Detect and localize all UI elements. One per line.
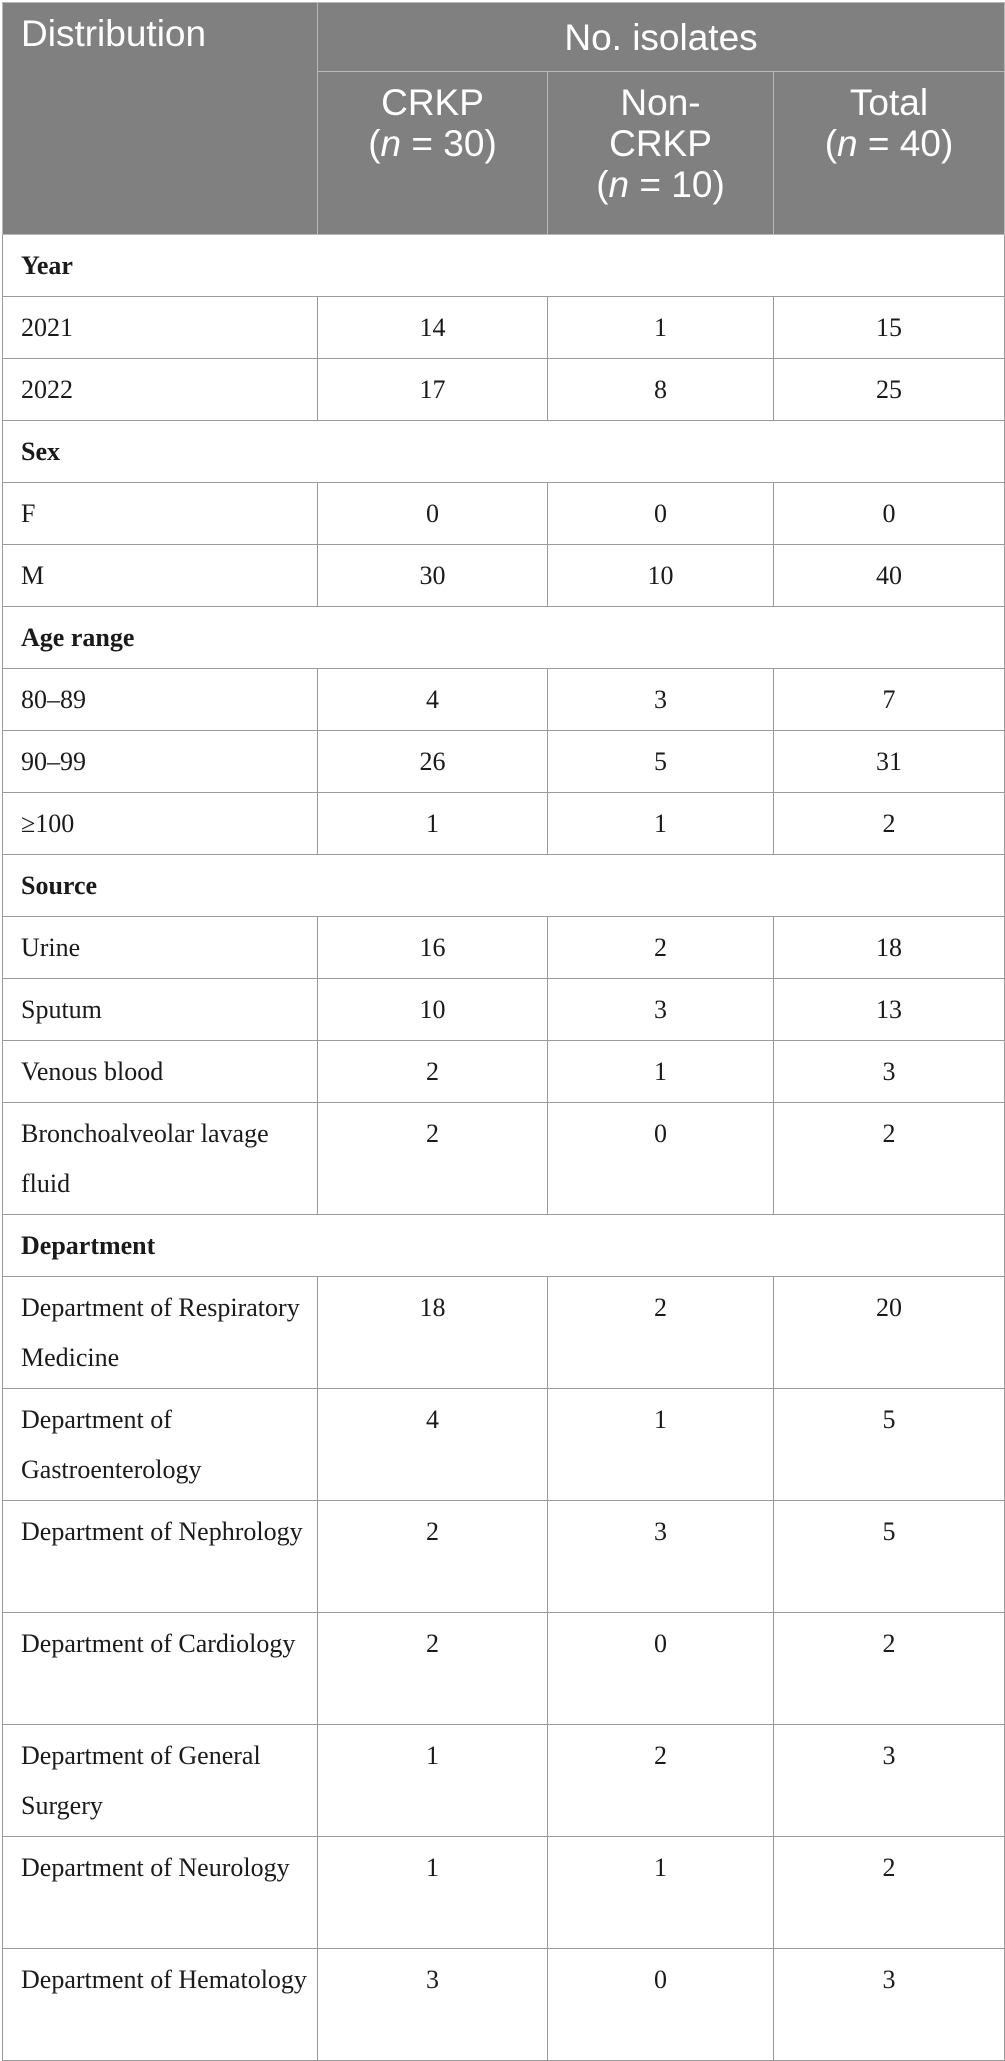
table-body	[3, 235, 1005, 2061]
cell-total: 15	[774, 297, 1005, 359]
cell-crkp: 2	[318, 1613, 548, 1725]
table-header	[3, 3, 1005, 235]
cell-total: 13	[774, 979, 1005, 1041]
header-distribution: Distribution	[3, 3, 318, 235]
cell-non-crkp: 0	[548, 1949, 774, 2061]
row-label: F	[3, 483, 318, 545]
cell-non-crkp: 1	[548, 1389, 774, 1501]
cell-non-crkp: 1	[548, 1837, 774, 1949]
cell-crkp: 4	[318, 669, 548, 731]
row-label: 80–89	[3, 669, 318, 731]
section-title: Age range	[3, 607, 1005, 669]
row-label: Department of Hematology	[3, 1949, 318, 2061]
header-crkp-name: CRKP	[381, 82, 484, 123]
row-label: ≥100	[3, 793, 318, 855]
cell-crkp: 1	[318, 1837, 548, 1949]
section-title: Sex	[3, 421, 1005, 483]
cell-total: 2	[774, 793, 1005, 855]
cell-non-crkp: 10	[548, 545, 774, 607]
cell-non-crkp: 0	[548, 1613, 774, 1725]
cell-total: 7	[774, 669, 1005, 731]
header-total: Total (n = 40)	[774, 72, 1005, 235]
cell-total: 2	[774, 1837, 1005, 1949]
cell-non-crkp: 3	[548, 979, 774, 1041]
cell-total: 3	[774, 1949, 1005, 2061]
cell-total: 3	[774, 1725, 1005, 1837]
row-label: Venous blood	[3, 1041, 318, 1103]
cell-total: 2	[774, 1103, 1005, 1215]
cell-total: 40	[774, 545, 1005, 607]
row-label: Department of Cardiology	[3, 1613, 318, 1725]
header-non-crkp: Non- CRKP (n = 10)	[548, 72, 774, 235]
cell-crkp: 17	[318, 359, 548, 421]
cell-crkp: 10	[318, 979, 548, 1041]
cell-total: 3	[774, 1041, 1005, 1103]
section-title: Source	[3, 855, 1005, 917]
cell-total: 18	[774, 917, 1005, 979]
row-label: Department of Neurology	[3, 1837, 318, 1949]
cell-crkp: 14	[318, 297, 548, 359]
cell-non-crkp: 0	[548, 1103, 774, 1215]
cell-total: 31	[774, 731, 1005, 793]
header-total-name: Total	[849, 82, 929, 123]
cell-total: 20	[774, 1277, 1005, 1389]
distribution-table	[2, 2, 1005, 2061]
row-label: 90–99	[3, 731, 318, 793]
cell-non-crkp: 8	[548, 359, 774, 421]
cell-crkp: 16	[318, 917, 548, 979]
section-title: Year	[3, 235, 1005, 297]
row-label: 2022	[3, 359, 318, 421]
cell-crkp: 2	[318, 1103, 548, 1215]
cell-crkp: 18	[318, 1277, 548, 1389]
cell-non-crkp: 1	[548, 297, 774, 359]
cell-crkp: 4	[318, 1389, 548, 1501]
cell-non-crkp: 1	[548, 793, 774, 855]
cell-crkp: 0	[318, 483, 548, 545]
row-label: M	[3, 545, 318, 607]
row-label: 2021	[3, 297, 318, 359]
row-label: Department of Gastroenterology	[3, 1389, 318, 1501]
section-title: Department	[3, 1215, 1005, 1277]
cell-non-crkp: 3	[548, 1501, 774, 1613]
cell-total: 5	[774, 1389, 1005, 1501]
header-non-crkp-name: Non-	[620, 82, 701, 123]
cell-non-crkp: 2	[548, 1277, 774, 1389]
row-label: Sputum	[3, 979, 318, 1041]
cell-crkp: 2	[318, 1501, 548, 1613]
cell-total: 5	[774, 1501, 1005, 1613]
cell-total: 25	[774, 359, 1005, 421]
row-label: Bronchoalveolar lavage fluid	[3, 1103, 318, 1215]
cell-non-crkp: 5	[548, 731, 774, 793]
cell-crkp: 30	[318, 545, 548, 607]
cell-crkp: 3	[318, 1949, 548, 2061]
cell-crkp: 26	[318, 731, 548, 793]
row-label: Department of General Surgery	[3, 1725, 318, 1837]
cell-total: 2	[774, 1613, 1005, 1725]
cell-non-crkp: 0	[548, 483, 774, 545]
cell-non-crkp: 3	[548, 669, 774, 731]
row-label: Department of Nephrology	[3, 1501, 318, 1613]
row-label: Urine	[3, 917, 318, 979]
cell-non-crkp: 1	[548, 1041, 774, 1103]
cell-crkp: 1	[318, 1725, 548, 1837]
cell-non-crkp: 2	[548, 1725, 774, 1837]
row-label: Department of Respiratory Medicine	[3, 1277, 318, 1389]
header-no-isolates: No. isolates	[318, 3, 1005, 72]
header-crkp: CRKP (n = 30)	[318, 72, 548, 235]
cell-total: 0	[774, 483, 1005, 545]
cell-crkp: 2	[318, 1041, 548, 1103]
cell-non-crkp: 2	[548, 917, 774, 979]
cell-crkp: 1	[318, 793, 548, 855]
